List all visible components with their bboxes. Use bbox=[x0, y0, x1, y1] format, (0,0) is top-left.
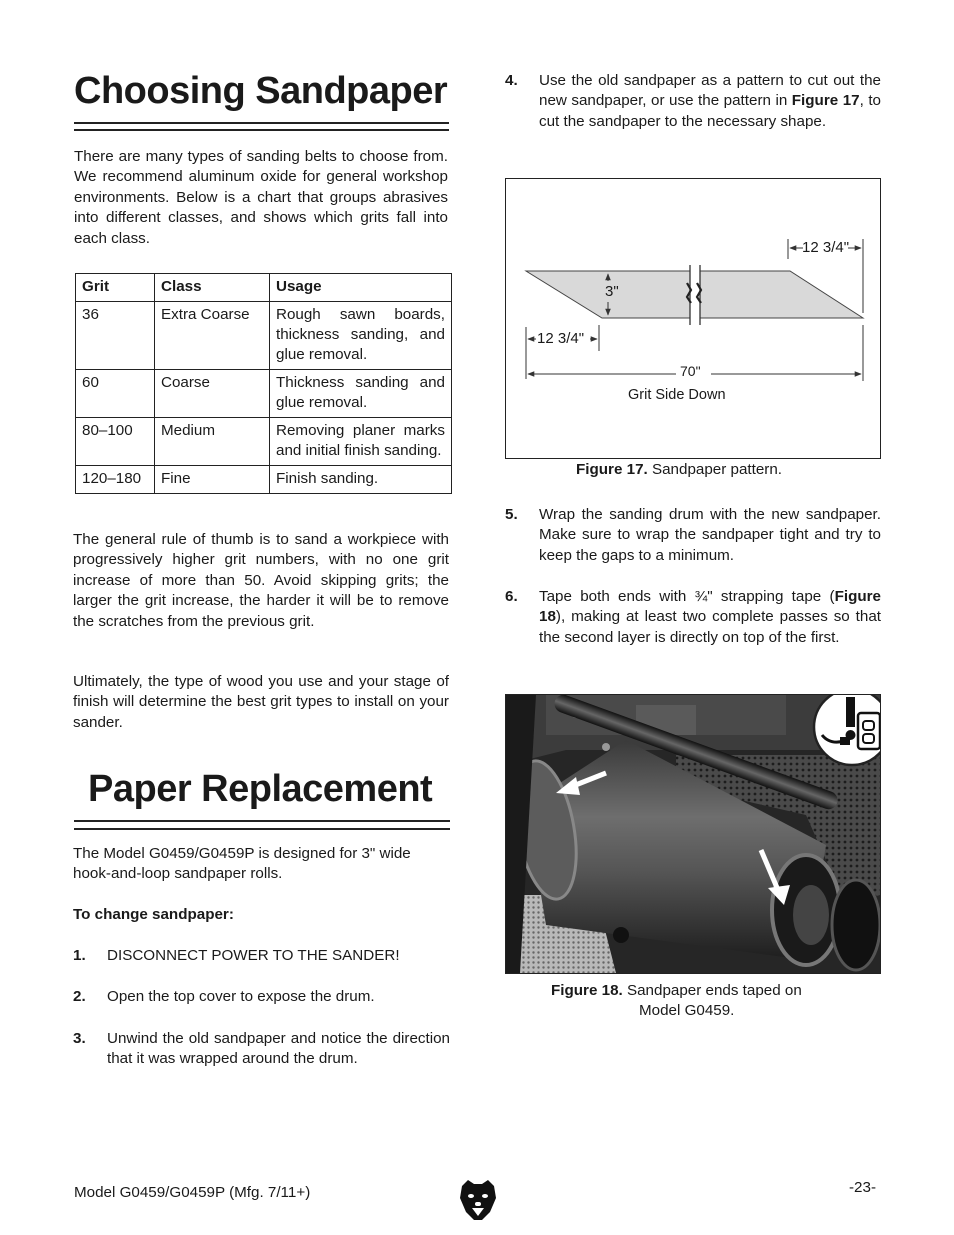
figure-18-photo bbox=[505, 694, 881, 974]
caption-text: Sandpaper pattern. bbox=[647, 461, 783, 478]
table-cell: Coarse bbox=[155, 370, 270, 418]
rule-of-thumb-paragraph: The general rule of thumb is to sand a workpiece with progressively higher grit numbers, with no one grit increase of more than 50. Avoid skipping grits; the larger the grit increase, the harder it will be to remove the scratches from the previous grit. bbox=[73, 531, 449, 630]
figure-reference: Figure 18 bbox=[539, 588, 881, 626]
heading-rule bbox=[74, 129, 449, 131]
step-text bbox=[539, 71, 881, 132]
table-cell: Removing planer marks and initial finish sanding. bbox=[270, 418, 452, 466]
dim-top-label: 12 3/4" bbox=[802, 239, 850, 256]
figure-17-box bbox=[505, 178, 881, 459]
caption-label: Figure 18. bbox=[551, 982, 623, 999]
intro-paragraph: There are many types of sanding belts to choose from. We recommend aluminum oxide for general workshop environments. Below is a chart that groups abrasives into different classes, and shows which grits fall into each class. bbox=[74, 148, 448, 247]
to-change-heading: To change sandpaper: bbox=[73, 906, 234, 923]
table-row bbox=[76, 466, 452, 494]
step-number: 1. bbox=[73, 947, 86, 964]
table-header: Grit bbox=[76, 274, 155, 302]
table-row bbox=[76, 418, 452, 466]
dim-total-label: 70" bbox=[680, 363, 701, 379]
table-cell: Rough sawn boards, thickness sanding, and glue removal. bbox=[270, 302, 452, 370]
table-cell: 80–100 bbox=[76, 418, 155, 466]
table-cell: 36 bbox=[76, 302, 155, 370]
step-text-part: , to cut the sandpaper to the necessary shape. bbox=[539, 92, 881, 130]
figure-reference: Figure 17 bbox=[791, 92, 860, 110]
table-row bbox=[76, 370, 452, 418]
step-2 bbox=[73, 987, 450, 1009]
heading-rule bbox=[74, 122, 449, 124]
grit-side-note: Grit Side Down bbox=[628, 387, 726, 403]
grit-table bbox=[75, 273, 452, 494]
caption-line bbox=[551, 981, 802, 1001]
sandpaper-shape bbox=[698, 271, 863, 318]
ultimately-paragraph: Ultimately, the type of wood you use and your stage of finish will determine the best grit types to install on your sander. bbox=[73, 673, 449, 731]
step-number: 4. bbox=[505, 72, 518, 89]
heading-paper-replacement: Paper Replacement bbox=[88, 768, 433, 810]
step-text: Unwind the old sandpaper and notice the direction that it was wrapped around the drum. bbox=[107, 1030, 450, 1068]
step-number: 5. bbox=[505, 506, 518, 523]
footer-model: Model G0459/G0459P (Mfg. 7/11+) bbox=[74, 1184, 311, 1201]
step-text: Wrap the sanding drum with the new sandpaper. Make sure to wrap the sandpaper tight and try to keep the gaps to a minimum. bbox=[539, 506, 881, 564]
heading-rule bbox=[74, 828, 450, 830]
heading-choosing-sandpaper: Choosing Sandpaper bbox=[74, 70, 448, 112]
step-6 bbox=[505, 587, 881, 671]
sandpaper-pattern-diagram bbox=[506, 179, 880, 458]
step-text: Open the top cover to expose the drum. bbox=[107, 988, 375, 1005]
table-header: Class bbox=[155, 274, 270, 302]
caption-text: Sandpaper ends taped on bbox=[622, 982, 802, 999]
model-paragraph: The Model G0459/G0459P is designed for 3" wide hook-and-loop sandpaper rolls. bbox=[73, 845, 411, 883]
dim-left-label: 12 3/4" bbox=[537, 330, 585, 347]
table-cell: Medium bbox=[155, 418, 270, 466]
step-4 bbox=[505, 71, 881, 155]
table-cell: Thickness sanding and glue removal. bbox=[270, 370, 452, 418]
table-cell: Fine bbox=[155, 466, 270, 494]
sanding-drum-photo bbox=[506, 695, 880, 973]
table-cell: 120–180 bbox=[76, 466, 155, 494]
step-text-part: Use the old sandpaper as a pattern to cut out the new sandpaper, or use the pattern in bbox=[539, 72, 881, 110]
dim-height-label: 3" bbox=[605, 283, 619, 300]
heading-rule bbox=[74, 820, 450, 822]
step-number: 3. bbox=[73, 1030, 86, 1047]
table-header: Usage bbox=[270, 274, 452, 302]
footer-page-number: -23- bbox=[849, 1179, 877, 1196]
step-number: 2. bbox=[73, 988, 86, 1005]
step-text: DISCONNECT POWER TO THE SANDER! bbox=[107, 947, 400, 964]
step-text-part: Tape both ends with ¾" strapping tape ( bbox=[539, 588, 835, 605]
step-5 bbox=[505, 505, 881, 569]
figure-18-caption bbox=[551, 981, 802, 1021]
table-row bbox=[76, 302, 452, 370]
step-text bbox=[539, 587, 881, 648]
table-cell: Finish sanding. bbox=[270, 466, 452, 494]
bear-logo-icon bbox=[458, 1178, 498, 1222]
caption-line: Model G0459. bbox=[639, 1002, 735, 1019]
step-3 bbox=[73, 1029, 450, 1093]
table-cell: 60 bbox=[76, 370, 155, 418]
table-cell: Extra Coarse bbox=[155, 302, 270, 370]
step-text-part: ), making at least two complete passes so that the second layer is directly on top of the first. bbox=[539, 608, 881, 646]
caption-label: Figure 17. bbox=[576, 461, 648, 478]
table-header-row bbox=[76, 274, 452, 302]
step-number: 6. bbox=[505, 588, 518, 605]
figure-17-caption bbox=[576, 460, 782, 480]
step-1 bbox=[73, 946, 450, 968]
